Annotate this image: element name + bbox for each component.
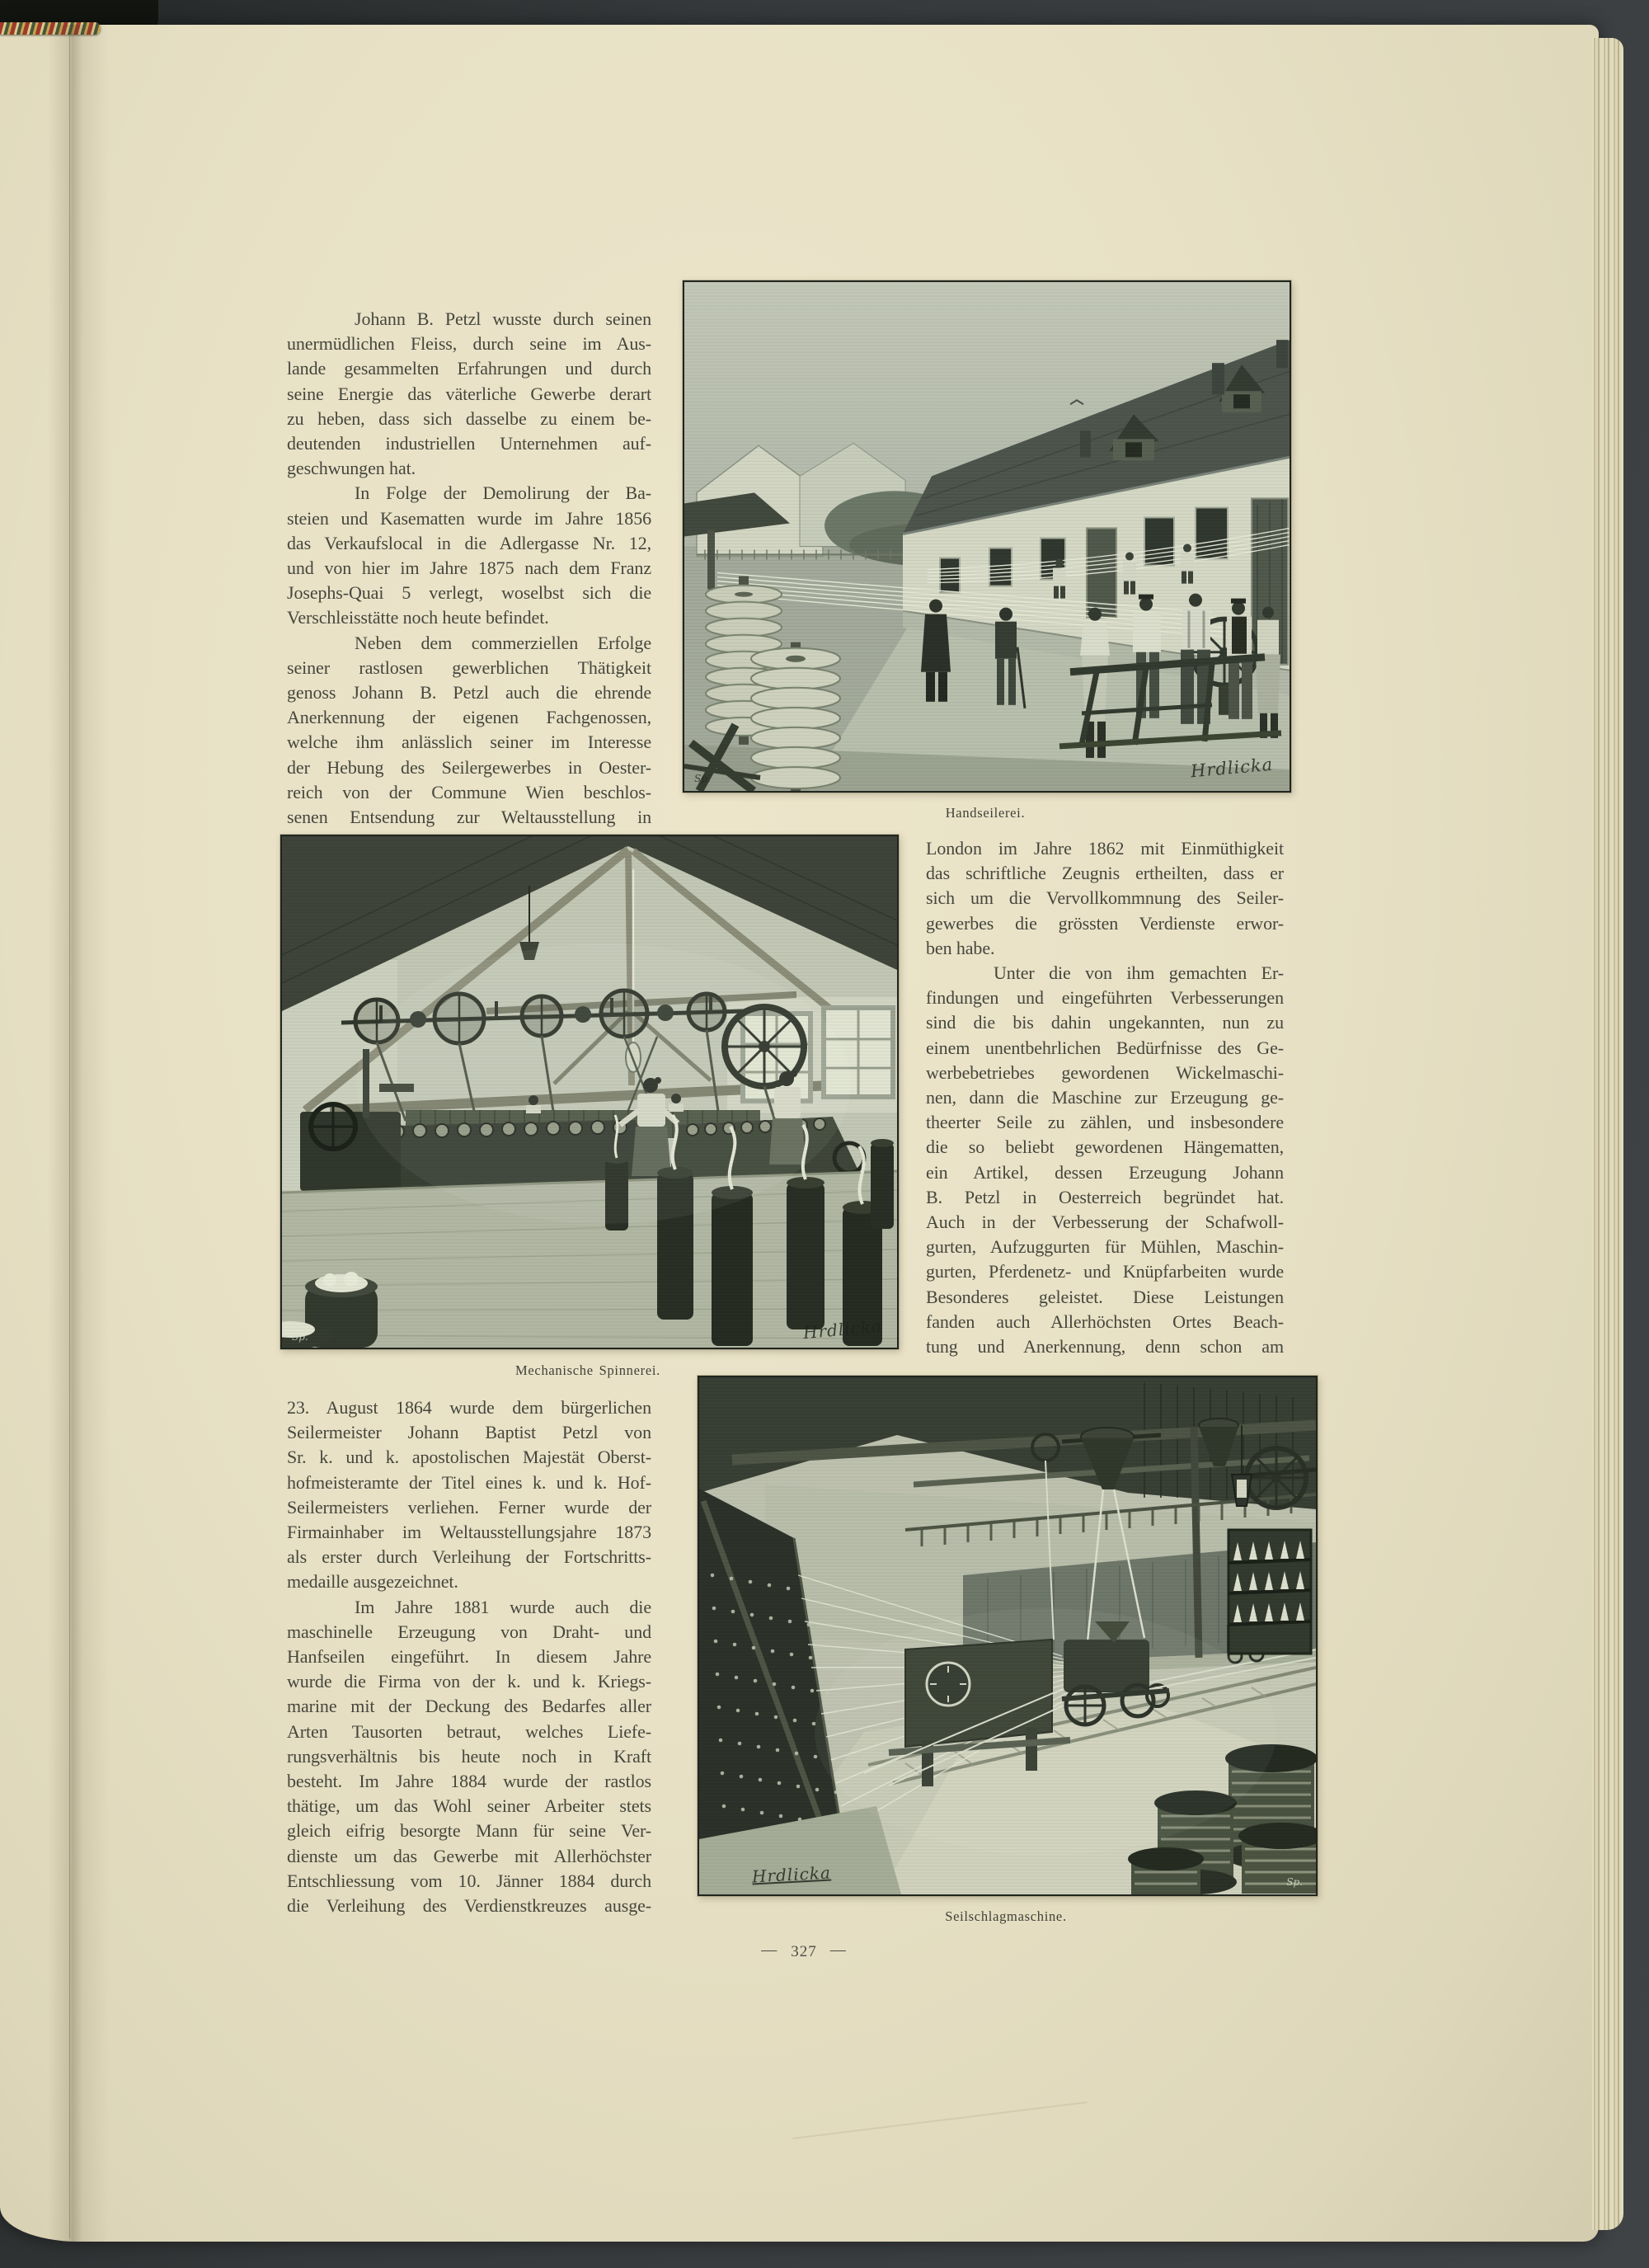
text-line: sich um die Vervollkommnung des Seiler- [926, 887, 1284, 909]
text-line: Auch in der Verbesserung der Schafwoll- [926, 1212, 1284, 1233]
text-line: reich von der Commune Wien beschlos- [287, 781, 651, 802]
text-line: ben habe. [926, 937, 995, 958]
gutter-fold-line [69, 28, 70, 2238]
text-line: die so beliebt gewordenen Hängematten, [926, 1136, 1284, 1158]
text-line: rungsverhältnis bis heute noch in Kraft [287, 1745, 651, 1767]
text-line: Besonderes geleistet. Diese Leistungen [926, 1286, 1284, 1307]
page-number-value: 327 [791, 1943, 817, 1960]
text-line: Sr. k. und k. apostolischen Majestät Oberst- [287, 1447, 651, 1468]
text-line: thätige, um das Wohl seiner Arbeiter stets [287, 1795, 651, 1817]
text-line: Johann B. Petzl wusste durch seinen [355, 308, 651, 329]
text-line: steien und Kasematten wurde im Jahre 1856 [287, 507, 651, 529]
text-line: hofmeisteramte der Titel eines k. und k. Hof- [287, 1471, 651, 1493]
text-line: besteht. Im Jahre 1884 wurde der rastlos [287, 1771, 651, 1792]
text-line: die Verleihung des Verdienstkreuzes ausge- [287, 1895, 651, 1917]
figure-mechanical-spinning-mill [280, 835, 899, 1349]
page-number-dash-left: — [761, 1941, 778, 1959]
figure-caption-handseilerei: Handseilerei. [945, 805, 1026, 821]
text-line: London im Jahre 1862 mit Einmüthigkeit [926, 838, 1284, 859]
figure-rope-laying-machine [698, 1376, 1318, 1896]
text-line: als erster durch Verleihung der Fortschritts- [287, 1546, 651, 1568]
figure-hand-ropery [683, 280, 1291, 793]
text-line: Verschleisstätte noch heute befindet. [287, 607, 549, 628]
figure-caption-seilschlagmaschine: Seilschlagmaschine. [945, 1908, 1067, 1924]
text-line: seiner rastlosen gewerblichen Thätigkeit [287, 656, 651, 678]
text-line: deutenden industriellen Unternehmen auf- [287, 433, 651, 454]
hand-ropery-engraving [684, 282, 1290, 791]
text-line: geschwungen hat. [287, 458, 416, 479]
text-line: Arten Tausorten betraut, welches Liefe- [287, 1720, 651, 1742]
spinning-mill-engraving [282, 836, 897, 1348]
artist-signature: Hrdlicka [751, 1862, 832, 1887]
text-line: sind die bis dahin ungekannten, nun zu [926, 1012, 1284, 1033]
text-line: theerter Seile zu zählen, und insbesondere [926, 1112, 1284, 1133]
text-line: unermüdlichen Fleiss, durch seine im Aus- [287, 333, 651, 355]
text-line: gleich eifrig besorgte Mann für seine Ver- [287, 1820, 651, 1842]
text-line: wurde die Firma von der k. und k. Kriegs- [287, 1671, 651, 1692]
text-line: Seilermeister Johann Baptist Petzl von [287, 1422, 651, 1443]
figure-caption-mechanische-spinnerei: Mechanische Spinnerei. [515, 1362, 660, 1378]
text-line: fanden auch Allerhöchsten Ortes Beach- [926, 1310, 1284, 1332]
text-line: lande gesammelten Erfahrungen und durch [287, 358, 651, 379]
text-line: der Hebung des Seilergewerbes in Oester- [287, 756, 651, 778]
text-line: medaille ausgezeichnet. [287, 1571, 458, 1593]
text-line: seine Energie das väterliche Gewerbe derart [287, 383, 651, 404]
text-line: marine mit der Deckung des Bedarfes aller [287, 1696, 651, 1717]
text-column-left-bottom [287, 1395, 651, 1918]
text-line: findungen und eingeführten Verbesserungen [926, 987, 1284, 1009]
artist-signature: Hrdlicka [1189, 754, 1274, 782]
text-line: Anerkennung der eigenen Fachgenossen, [287, 707, 651, 728]
text-line: gurten, Pferdenetz- und Knüpfarbeiten wurde [926, 1261, 1284, 1282]
text-line: zu heben, dass sich dasselbe zu einem be- [287, 407, 651, 429]
text-line: werbebetriebes gewordenen Wickelmaschi- [926, 1061, 1284, 1083]
text-line: Neben dem commerziellen Erfolge [355, 632, 651, 653]
text-line: tung und Anerkennung, denn schon am [926, 1336, 1284, 1358]
text-line: Seilermeisters verliehen. Ferner wurde der [287, 1496, 651, 1517]
text-line: maschinelle Erzeugung von Draht- und [287, 1621, 651, 1642]
text-line: Hanfseilen eingeführt. In diesem Jahre [287, 1646, 651, 1668]
text-line: gewerbes die grössten Verdienste erwor- [926, 912, 1284, 934]
gutter-shadow [48, 25, 127, 2242]
text-line: Firmainhaber im Weltausstellungsjahre 1873 [287, 1522, 651, 1543]
page-number-dash-right: — [829, 1941, 847, 1959]
text-line: senen Entsendung zur Weltausstellung in [287, 807, 651, 828]
text-line: Josephs-Quai 5 verlegt, woselbst sich die [287, 582, 651, 604]
engraver-monogram: Sp. [292, 1331, 308, 1343]
rope-machine-engraving [699, 1377, 1316, 1894]
text-line: In Folge der Demolirung der Ba- [355, 482, 651, 504]
text-line: dienste um das Gewerbe mit Allerhöchster [287, 1845, 651, 1866]
text-line: gurten, Aufzuggurten für Mühlen, Maschin- [926, 1236, 1284, 1258]
text-line: welche ihm anlässlich seiner im Interesse [287, 732, 651, 753]
engraver-monogram: Sp. [1286, 1876, 1303, 1888]
text-line: das schriftliche Zeugnis ertheilten, dass er [926, 863, 1284, 884]
page-number [697, 1943, 911, 1961]
text-line: Unter die von ihm gemachten Er- [994, 962, 1284, 984]
text-line: B. Petzl in Oesterreich begründet hat. [926, 1186, 1284, 1207]
text-line: 23. August 1864 wurde dem bürgerlichen [287, 1397, 651, 1418]
text-line: das Verkaufslocal in die Adlergasse Nr. 12, [287, 532, 651, 553]
text-line: genoss Johann B. Petzl auch die ehrende [287, 682, 651, 703]
text-line: nen, dann die Maschine zur Erzeugung ge- [926, 1087, 1284, 1108]
text-line: Entschliessung vom 10. Jänner 1884 durch [287, 1870, 651, 1891]
text-column-left-top [287, 307, 651, 830]
text-line: ein Artikel, dessen Erzeugung Johann [926, 1161, 1284, 1183]
text-line: und von hier im Jahre 1875 nach dem Franz [287, 558, 651, 579]
text-line: einem unentbehrlichen Bedürfnisse des Ge- [926, 1037, 1284, 1058]
text-column-right [926, 836, 1284, 1359]
artist-signature: Hrdlicka [802, 1315, 883, 1343]
page-edge-stack [1592, 38, 1623, 2230]
text-line: Im Jahre 1881 wurde auch die [355, 1596, 651, 1617]
engraver-monogram: Sp. [694, 773, 711, 784]
